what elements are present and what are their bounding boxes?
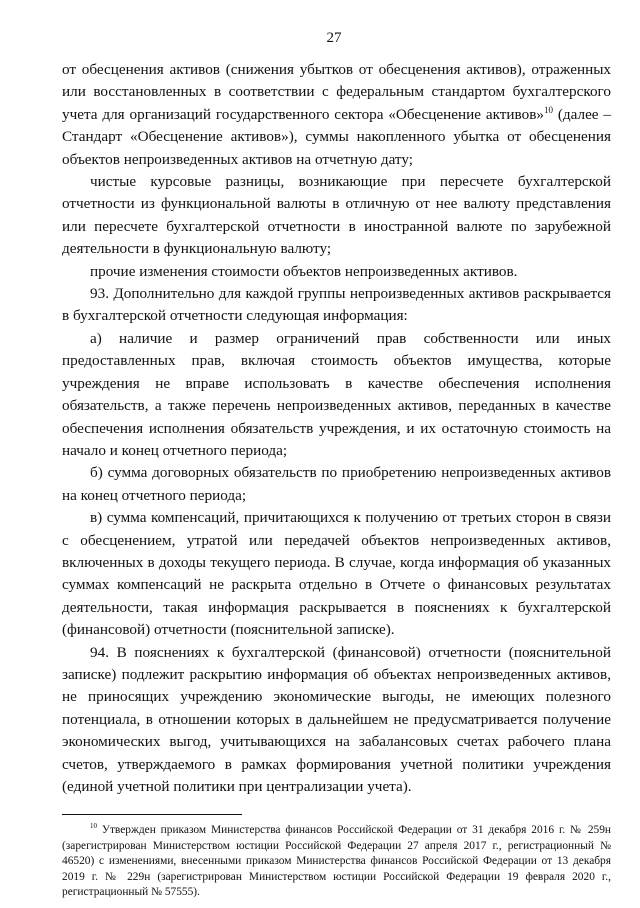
- footnote-paragraph: [62, 823, 611, 900]
- paragraph-1-continuation: (далее – Стандарт «Обесценение активов»), суммы накопленного убытка от обесценения объектов непроизведенных активов на отчетную дату;: [62, 105, 611, 168]
- paragraph-8: 94. В пояснениях к бухгалтерской (финансовой) отчетности (пояснительной записке) подлежит раскрытию информация об объектах непроизведенных активов, не приносящих учреждению экономические выгоды, не имеющих полезного потенциала, в отношении которых в дальнейшем не предусматривается получение экономических выгод, учитывающихся на забалансовых счетах рабочего плана счетов, утверждаемого в рамках формирования учетной политики учреждения (единой учетной политики при централизации учета).: [62, 643, 611, 795]
- body-text: [62, 59, 611, 798]
- footnote-text: Утвержден приказом Министерства финансов Российской Федерации от 31 декабря 2016 г. № 259н (зарегистрирован Министерством юстиции Российской Федерации 27 апреля 2017 г., регистрационный № 46520) с изменениями, внесенными приказом Министерства финансов Российской Федерации от 13 декабря 2019 г. № 229н (зарегистрирован Министерством юстиции Российской Федерации 19 февраля 2020 г., регистрационный № 57555).: [62, 824, 611, 899]
- paragraph-1-text: от обесценения активов (снижения убытков от обесценения активов), отраженных или восстановленных в соответствии с федеральным стандартом бухгалтерского учета для организаций государственного сектора «Обесценение активов»: [62, 61, 611, 123]
- paragraph-2: чистые курсовые разницы, возникающие при пересчете бухгалтерской отчетности из функциональной валюты в отличную от нее валюту представления или пересчете бухгалтерской отчетности в иностранной валюте по зарубежной деятельности в функциональную валюту;: [62, 173, 611, 258]
- paragraph-1: [62, 59, 611, 171]
- paragraph-6: б) сумма договорных обязательств по приобретению непроизведенных активов на конец отчетного периода;: [62, 464, 611, 504]
- paragraph-5: а) наличие и размер ограничений прав собственности или иных предоставленных прав, включая стоимость объектов имущества, которые учреждения не вправе использовать в качестве обеспечения исполнения обязательств, а также перечень непроизведенных активов, переданных в качестве обеспечения исполнения обязательств учреждения, и их остаточную стоимость на начало и конец отчетного периода;: [62, 329, 611, 459]
- paragraph-7: в) сумма компенсаций, причитающихся к получению от третьих сторон в связи с обесценением, утратой или передачей объектов непроизведенных активов, включенных в доходы текущего периода. В случае, когда информация об указанных суммах компенсаций не раскрыта отдельно в Отчете о финансовых результатах деятельности, такая информация раскрывается в пояснениях к бухгалтерской (финансовой) отчетности (пояснительной записке).: [62, 509, 611, 639]
- footnote-divider: [62, 814, 242, 815]
- paragraph-3: прочие изменения стоимости объектов непроизведенных активов.: [90, 262, 518, 280]
- footnote-reference[interactable]: 10: [543, 104, 553, 115]
- page-number: 27: [326, 30, 342, 46]
- footnote: [62, 823, 611, 900]
- footnote-mark: 10: [90, 822, 97, 831]
- paragraph-4: 93. Дополнительно для каждой группы непроизведенных активов раскрывается в бухгалтерской отчетности следующая информация:: [62, 285, 611, 325]
